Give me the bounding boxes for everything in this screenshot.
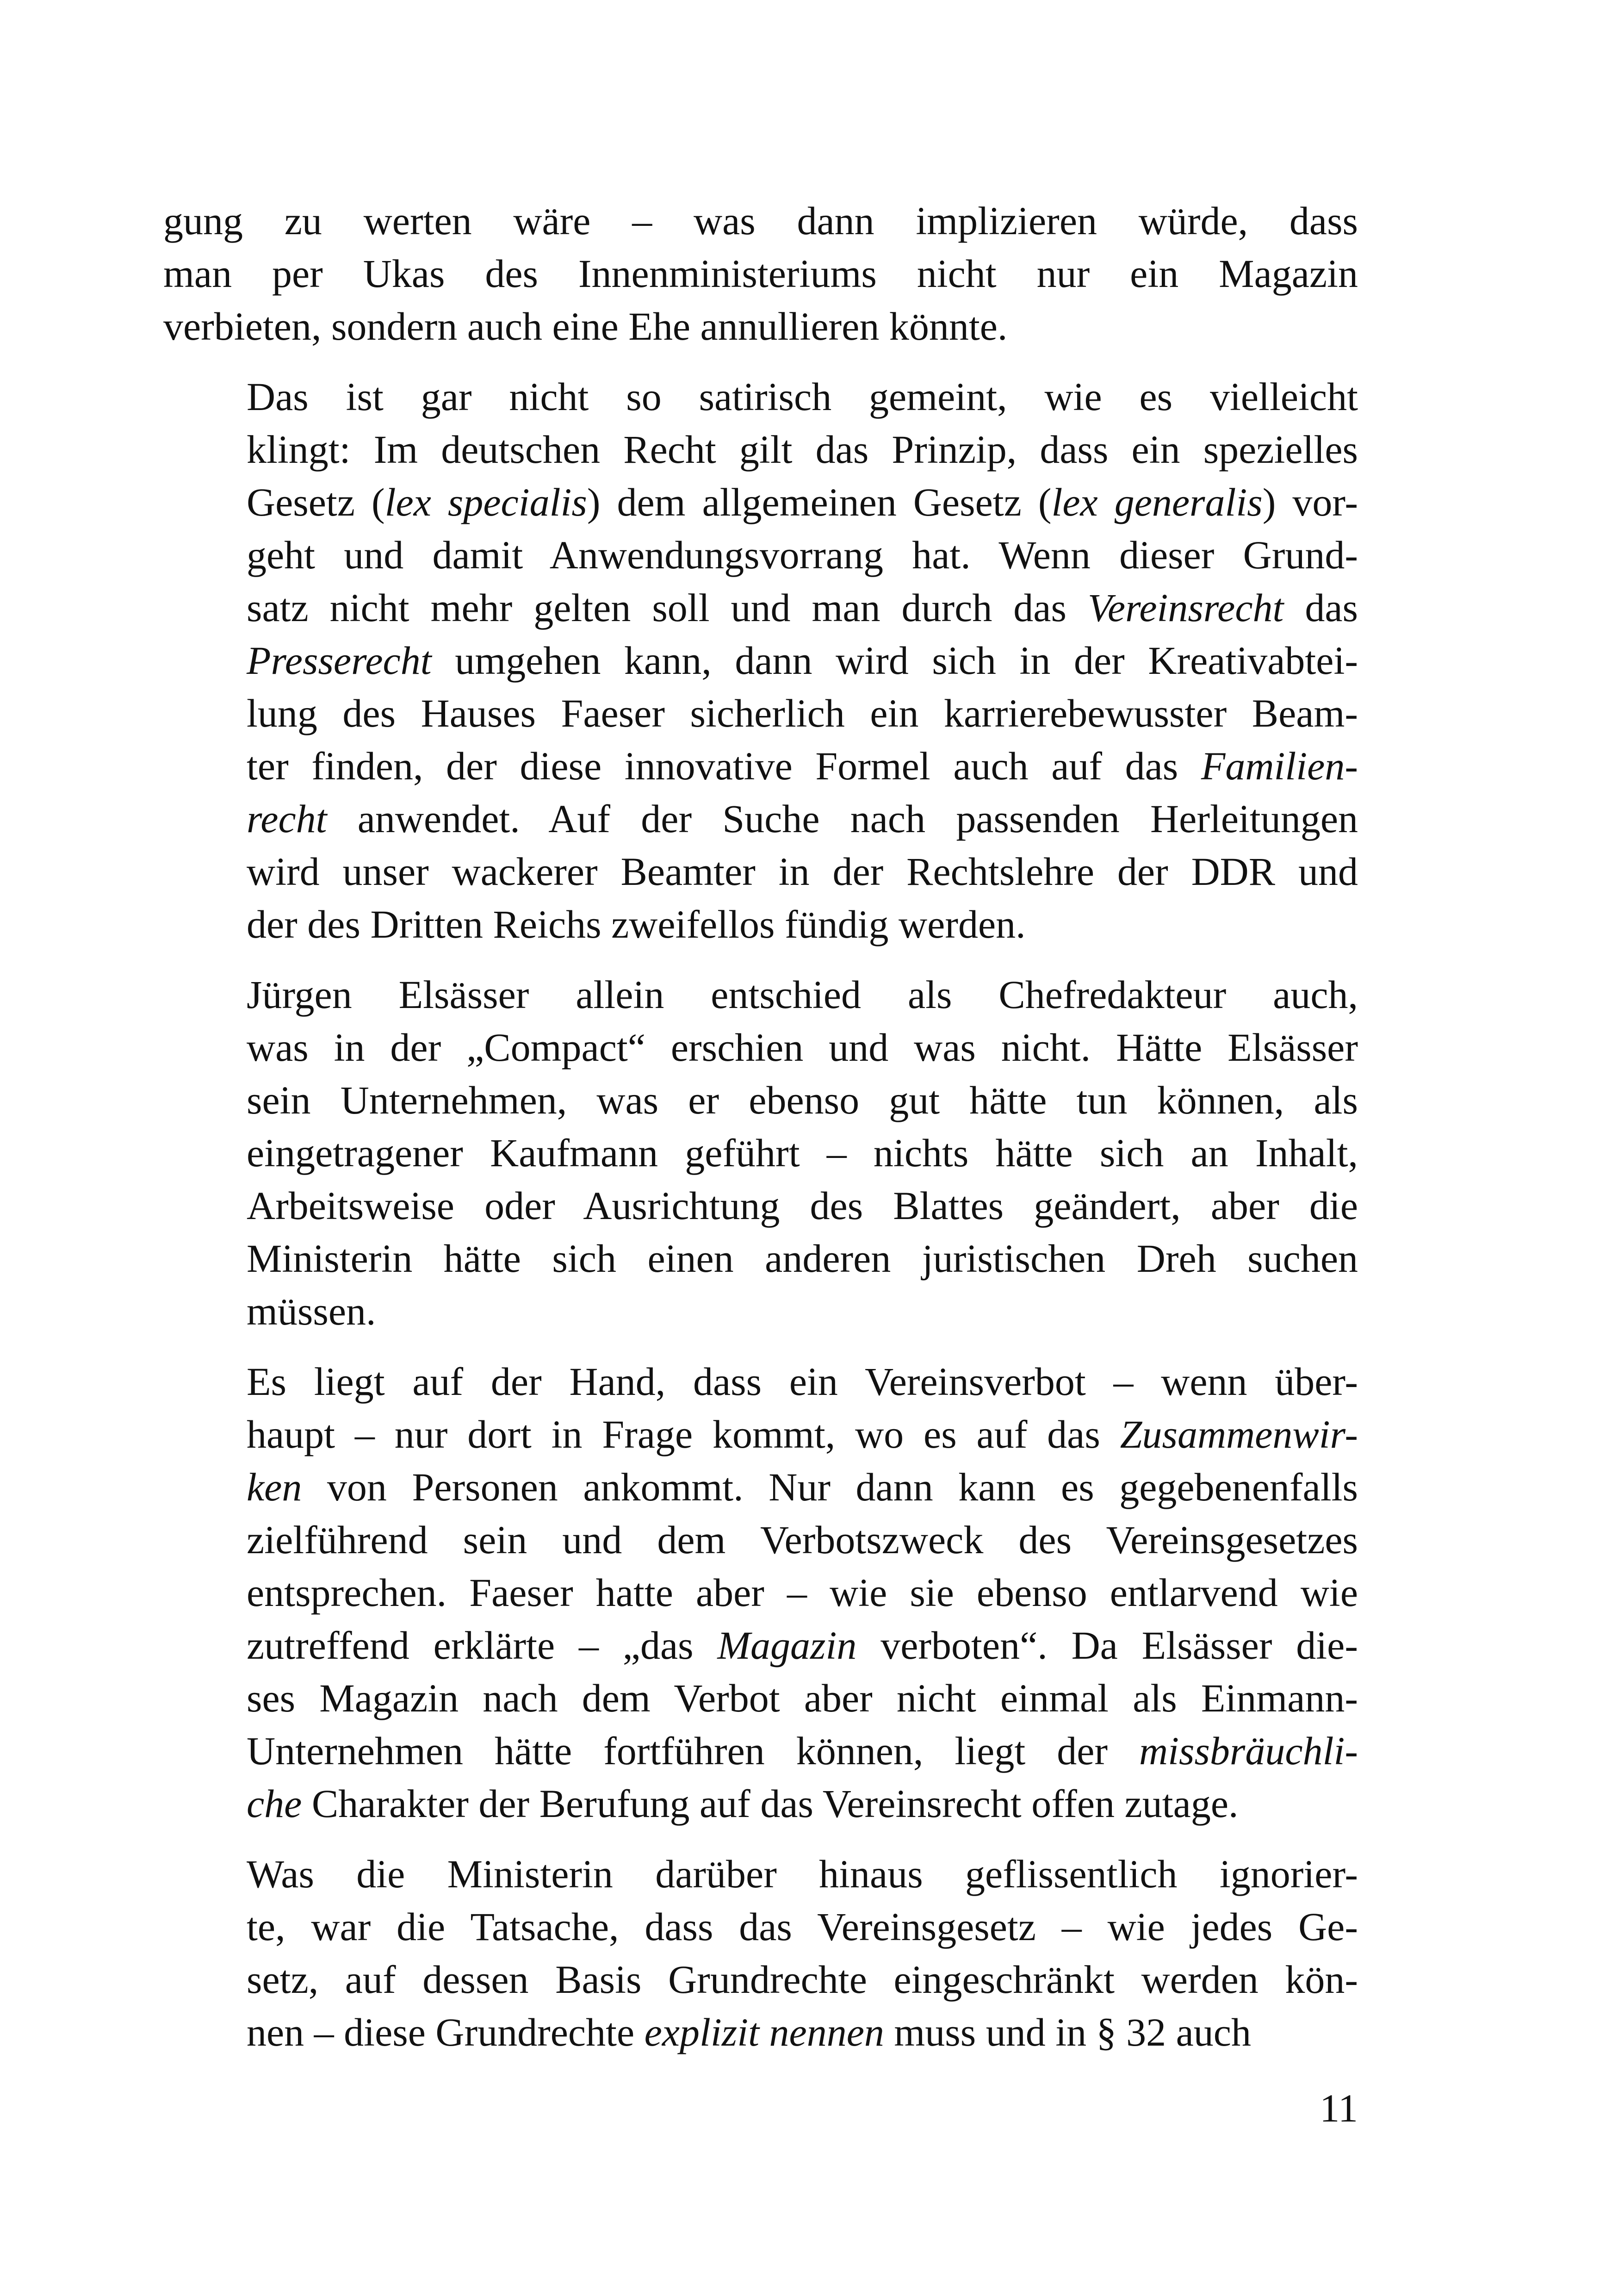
text-line bbox=[163, 1900, 1358, 1953]
text-line bbox=[163, 1724, 1358, 1777]
text-run: setz, auf dessen Basis Grundrechte eingeschränkt werden kön- bbox=[247, 1957, 1358, 2002]
paragraph bbox=[163, 1355, 1358, 1830]
text-line bbox=[163, 1126, 1358, 1179]
text-line bbox=[163, 634, 1358, 687]
text-line bbox=[163, 687, 1358, 740]
text-line bbox=[163, 1461, 1358, 1513]
text-run: umgehen kann, dann wird sich in der Kreativabtei- bbox=[431, 638, 1358, 683]
text-line bbox=[163, 476, 1358, 529]
text-run: wird unser wackerer Beamter in der Rechtslehre der DDR und bbox=[247, 849, 1358, 894]
italic-text: Presserecht bbox=[247, 638, 432, 683]
text-run: te, war die Tatsache, dass das Vereinsgesetz – wie jedes Ge- bbox=[247, 1904, 1358, 1949]
book-page-body bbox=[163, 194, 1358, 2076]
text-line bbox=[163, 1232, 1358, 1285]
text-line bbox=[163, 845, 1358, 898]
text-run: lung des Hauses Faeser sicherlich ein karrierebewusster Beam- bbox=[247, 691, 1358, 735]
text-line bbox=[163, 740, 1358, 792]
text-line bbox=[163, 968, 1358, 1021]
text-run: gung zu werten wäre – was dann implizieren würde, dass bbox=[163, 199, 1358, 243]
text-run: satz nicht mehr gelten soll und man durch das bbox=[247, 585, 1088, 630]
text-run: eingetragener Kaufmann geführt – nichts hätte sich an Inhalt, bbox=[247, 1131, 1358, 1175]
text-run: klingt: Im deutschen Recht gilt das Prinzip, dass ein spezielles bbox=[247, 427, 1358, 472]
paragraph bbox=[163, 370, 1358, 951]
text-run: Charakter der Berufung auf das Vereinsrecht offen zutage. bbox=[302, 1781, 1239, 1826]
text-run: der des Dritten Reichs zweifellos fündig werden. bbox=[247, 902, 1026, 946]
paragraph bbox=[163, 194, 1358, 353]
italic-text: lex generalis bbox=[1051, 480, 1263, 524]
text-run: ses Magazin nach dem Verbot aber nicht einmal als Einmann- bbox=[247, 1676, 1358, 1720]
text-run: Das ist gar nicht so satirisch gemeint, wie es vielleicht bbox=[247, 374, 1358, 419]
italic-text: explizit nennen bbox=[644, 2010, 884, 2054]
text-run: Was die Ministerin darüber hinaus geflissentlich ignorier- bbox=[247, 1852, 1358, 1896]
text-line bbox=[163, 1355, 1358, 1408]
page-number: 11 bbox=[1320, 2086, 1358, 2130]
text-run: Jürgen Elsässer allein entschied als Chefredakteur auch, bbox=[247, 972, 1358, 1017]
text-run: ter finden, der diese innovative Formel auch auf das bbox=[247, 744, 1201, 788]
text-run: Gesetz ( bbox=[247, 480, 385, 524]
text-run: Unternehmen hätte fortführen können, liegt der bbox=[247, 1729, 1139, 1773]
text-line bbox=[163, 581, 1358, 634]
text-run: nen – diese Grundrechte bbox=[247, 2010, 645, 2054]
text-run: Arbeitsweise oder Ausrichtung des Blattes geändert, aber die bbox=[247, 1183, 1358, 1228]
text-run: geht und damit Anwendungsvorrang hat. Wenn dieser Grund- bbox=[247, 533, 1358, 577]
text-run: das bbox=[1283, 585, 1358, 630]
text-run: Ministerin hätte sich einen anderen juristischen Dreh suchen bbox=[247, 1236, 1358, 1281]
paragraph bbox=[163, 1848, 1358, 2059]
italic-text: missbräuchli- bbox=[1139, 1729, 1358, 1773]
text-run: verbieten, sondern auch eine Ehe annullieren könnte. bbox=[163, 304, 1008, 348]
text-line bbox=[163, 1777, 1358, 1830]
text-line bbox=[163, 1179, 1358, 1232]
italic-text: Familien- bbox=[1201, 744, 1358, 788]
text-line bbox=[163, 792, 1358, 845]
italic-text: Magazin bbox=[717, 1623, 857, 1668]
text-line bbox=[163, 423, 1358, 476]
text-line bbox=[163, 1848, 1358, 1900]
italic-text: che bbox=[247, 1781, 302, 1826]
text-run: müssen. bbox=[247, 1289, 376, 1333]
text-run: zutreffend erklärte – „das bbox=[247, 1623, 718, 1668]
text-line bbox=[163, 247, 1358, 300]
text-line bbox=[163, 1074, 1358, 1126]
text-line bbox=[163, 1021, 1358, 1074]
italic-text: recht bbox=[247, 796, 327, 841]
italic-text: lex specialis bbox=[384, 480, 587, 524]
text-run: was in der „Compact“ erschien und was nicht. Hätte Elsässer bbox=[247, 1025, 1358, 1070]
text-run: sein Unternehmen, was er ebenso gut hätte tun können, als bbox=[247, 1078, 1358, 1122]
italic-text: ken bbox=[247, 1465, 302, 1509]
text-line bbox=[163, 300, 1358, 353]
text-line bbox=[163, 529, 1358, 581]
paragraph bbox=[163, 968, 1358, 1338]
text-line bbox=[163, 2006, 1358, 2059]
text-run: man per Ukas des Innenministeriums nicht nur ein Magazin bbox=[163, 251, 1358, 296]
italic-text: Vereinsrecht bbox=[1087, 585, 1284, 630]
text-line bbox=[163, 1953, 1358, 2006]
text-run: entsprechen. Faeser hatte aber – wie sie ebenso entlarvend wie bbox=[247, 1570, 1358, 1615]
text-run: muss und in § 32 auch bbox=[884, 2010, 1251, 2054]
text-run: anwendet. Auf der Suche nach passenden Herleitungen bbox=[327, 796, 1358, 841]
text-line bbox=[163, 898, 1358, 951]
text-run: ) dem allgemeinen Gesetz ( bbox=[587, 480, 1052, 524]
text-line bbox=[163, 1285, 1358, 1338]
text-run: ) vor- bbox=[1262, 480, 1358, 524]
text-run: haupt – nur dort in Frage kommt, wo es auf das bbox=[247, 1412, 1120, 1456]
text-line bbox=[163, 194, 1358, 247]
text-line bbox=[163, 1566, 1358, 1619]
text-run: zielführend sein und dem Verbotszweck des Vereinsgesetzes bbox=[247, 1518, 1358, 1562]
italic-text: Zusammenwir- bbox=[1120, 1412, 1358, 1456]
text-run: von Personen ankommt. Nur dann kann es gegebenenfalls bbox=[302, 1465, 1358, 1509]
text-line bbox=[163, 1672, 1358, 1724]
text-line bbox=[163, 1619, 1358, 1672]
text-line bbox=[163, 1513, 1358, 1566]
text-line bbox=[163, 1408, 1358, 1461]
text-run: Es liegt auf der Hand, dass ein Vereinsverbot – wenn über- bbox=[247, 1359, 1358, 1404]
text-run: verboten“. Da Elsässer die- bbox=[856, 1623, 1358, 1668]
text-line bbox=[163, 370, 1358, 423]
